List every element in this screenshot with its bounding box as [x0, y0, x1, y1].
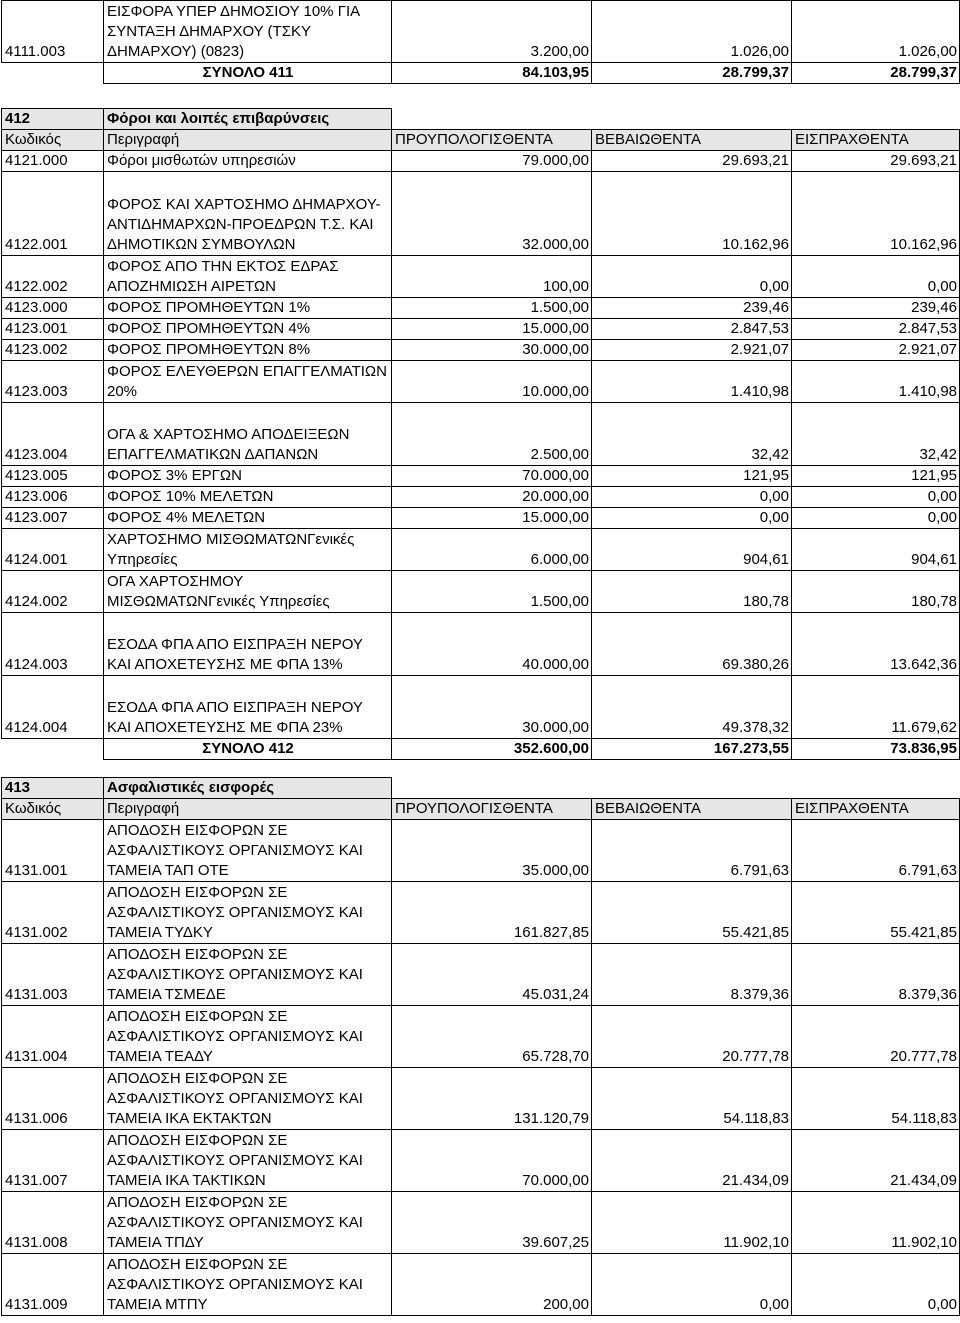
row-confirmed: 6.791,63 [592, 820, 792, 882]
rows-413 [2, 820, 960, 1316]
row-confirmed: 32,42 [592, 403, 792, 466]
row-confirmed: 2.921,07 [592, 340, 792, 361]
table-row [2, 1068, 960, 1130]
row-confirmed: 21.434,09 [592, 1130, 792, 1192]
row-code: 4131.004 [2, 1006, 104, 1068]
row-collected: 904,61 [792, 529, 960, 571]
row-confirmed: 0,00 [592, 1254, 792, 1316]
row-collected: 10.162,96 [792, 172, 960, 256]
row-budget: 1.500,00 [392, 571, 592, 613]
table-row [2, 882, 960, 944]
row-description: ΑΠΟΔΟΣΗ ΕΙΣΦΟΡΩΝ ΣΕ ΑΣΦΑΛΙΣΤΙΚΟΥΣ ΟΡΓΑΝΙΣΜΟΥΣ ΚΑΙ ΤΑΜΕΙΑ ΙΚΑ ΕΚΤΑΚΤΩΝ [104, 1068, 392, 1130]
row-budget: 79.000,00 [392, 151, 592, 172]
row-collected: 0,00 [792, 256, 960, 298]
row-description: ΑΠΟΔΟΣΗ ΕΙΣΦΟΡΩΝ ΣΕ ΑΣΦΑΛΙΣΤΙΚΟΥΣ ΟΡΓΑΝΙΣΜΟΥΣ ΚΑΙ ΤΑΜΕΙΑ ΤΑΠ ΟΤΕ [104, 820, 392, 882]
row-code: 4122.002 [2, 256, 104, 298]
row-collected: 0,00 [792, 508, 960, 529]
row-budget: 3.200,00 [392, 1, 592, 63]
row-code: 4123.002 [2, 340, 104, 361]
header-collected: ΕΙΣΠΡΑΧΘΕΝΤΑ [792, 799, 960, 820]
section-code: 412 [2, 109, 104, 130]
table-412 [1, 108, 960, 760]
table-row [2, 151, 960, 172]
column-headers [2, 130, 960, 151]
row-description: ΦΟΡΟΣ ΠΡΟΜΗΘΕΥΤΩΝ 4% [104, 319, 392, 340]
row-confirmed: 55.421,85 [592, 882, 792, 944]
row-confirmed: 20.777,78 [592, 1006, 792, 1068]
row-code: 4124.002 [2, 571, 104, 613]
row-collected: 20.777,78 [792, 1006, 960, 1068]
row-collected: 121,95 [792, 466, 960, 487]
section-title: Ασφαλιστικές εισφορές [104, 778, 392, 799]
row-confirmed: 239,46 [592, 298, 792, 319]
row-confirmed: 1.026,00 [592, 1, 792, 63]
row-confirmed: 1.410,98 [592, 361, 792, 403]
section-header-413 [2, 778, 960, 799]
row-code: 4123.004 [2, 403, 104, 466]
row-confirmed: 121,95 [592, 466, 792, 487]
row-confirmed: 904,61 [592, 529, 792, 571]
table-row [2, 613, 960, 676]
row-collected: 2.921,07 [792, 340, 960, 361]
row-description: ΕΣΟΔΑ ΦΠΑ ΑΠΟ ΕΙΣΠΡΑΞΗ ΝΕΡΟΥ ΚΑΙ ΑΠΟΧΕΤΕΥΣΗΣ ΜΕ ΦΠΑ 23% [104, 676, 392, 739]
row-confirmed: 49.378,32 [592, 676, 792, 739]
row-budget: 6.000,00 [392, 529, 592, 571]
section-code: 413 [2, 778, 104, 799]
row-description: ΦΟΡΟΣ ΠΡΟΜΗΘΕΥΤΩΝ 8% [104, 340, 392, 361]
row-confirmed: 0,00 [592, 487, 792, 508]
row-code: 4111.003 [2, 1, 104, 63]
table-row [2, 508, 960, 529]
table-411-tail [1, 0, 960, 84]
row-code: 4123.000 [2, 298, 104, 319]
row-description: ΦΟΡΟΣ 3% ΕΡΓΩΝ [104, 466, 392, 487]
row-confirmed: 69.380,26 [592, 613, 792, 676]
row-budget: 15.000,00 [392, 508, 592, 529]
table-row [2, 1006, 960, 1068]
row-budget: 15.000,00 [392, 319, 592, 340]
row-confirmed: 29.693,21 [592, 151, 792, 172]
row-budget: 65.728,70 [392, 1006, 592, 1068]
row-description: ΕΣΟΔΑ ΦΠΑ ΑΠΟ ΕΙΣΠΡΑΞΗ ΝΕΡΟΥ ΚΑΙ ΑΠΟΧΕΤΕΥΣΗΣ ΜΕ ΦΠΑ 13% [104, 613, 392, 676]
row-description: ΧΑΡΤΟΣΗΜΟ ΜΙΣΘΩΜΑΤΩΝΓενικές Υπηρεσίες [104, 529, 392, 571]
row-collected: 11.679,62 [792, 676, 960, 739]
section-title: Φόροι και λοιπές επιβαρύνσεις [104, 109, 392, 130]
row-budget: 2.500,00 [392, 403, 592, 466]
row-collected: 32,42 [792, 403, 960, 466]
row-confirmed: 10.162,96 [592, 172, 792, 256]
row-budget: 1.500,00 [392, 298, 592, 319]
header-collected: ΕΙΣΠΡΑΧΘΕΝΤΑ [792, 130, 960, 151]
section-header-412 [2, 109, 960, 130]
row-description: ΦΟΡΟΣ ΕΛΕΥΘΕΡΩΝ ΕΠΑΓΓΕΛΜΑΤΙΩΝ 20% [104, 361, 392, 403]
row-description: ΦΟΡΟΣ 4% ΜΕΛΕΤΩΝ [104, 508, 392, 529]
header-code: Κωδικός [2, 799, 104, 820]
row-budget: 10.000,00 [392, 361, 592, 403]
header-budget: ΠΡΟΥΠΟΛΟΓΙΣΘΕΝΤΑ [392, 799, 592, 820]
row-budget: 45.031,24 [392, 944, 592, 1006]
row-code: 4131.007 [2, 1130, 104, 1192]
row-confirmed: 11.902,10 [592, 1192, 792, 1254]
table-row [2, 466, 960, 487]
row-budget: 35.000,00 [392, 820, 592, 882]
row-description: ΟΓΑ ΧΑΡΤΟΣΗΜΟΥ ΜΙΣΘΩΜΑΤΩΝΓενικές Υπηρεσίες [104, 571, 392, 613]
total-confirmed: 167.273,55 [592, 739, 792, 760]
table-row [2, 571, 960, 613]
table-row [2, 944, 960, 1006]
header-confirmed: ΒΕΒΑΙΩΘΕΝΤΑ [592, 799, 792, 820]
row-code: 4124.004 [2, 676, 104, 739]
column-headers [2, 799, 960, 820]
row-description: ΟΓΑ & ΧΑΡΤΟΣΗΜΟ ΑΠΟΔΕΙΞΕΩΝ ΕΠΑΓΓΕΛΜΑΤΙΚΩΝ ΔΑΠΑΝΩΝ [104, 403, 392, 466]
row-budget: 20.000,00 [392, 487, 592, 508]
row-collected: 6.791,63 [792, 820, 960, 882]
total-collected: 28.799,37 [792, 63, 960, 84]
table-row [2, 529, 960, 571]
row-description: ΑΠΟΔΟΣΗ ΕΙΣΦΟΡΩΝ ΣΕ ΑΣΦΑΛΙΣΤΙΚΟΥΣ ΟΡΓΑΝΙΣΜΟΥΣ ΚΑΙ ΤΑΜΕΙΑ ΜΤΠΥ [104, 1254, 392, 1316]
total-label: ΣΥΝΟΛΟ 412 [104, 739, 392, 760]
table-row [2, 820, 960, 882]
table-row [2, 676, 960, 739]
row-budget: 30.000,00 [392, 676, 592, 739]
row-description: ΑΠΟΔΟΣΗ ΕΙΣΦΟΡΩΝ ΣΕ ΑΣΦΑΛΙΣΤΙΚΟΥΣ ΟΡΓΑΝΙΣΜΟΥΣ ΚΑΙ ΤΑΜΕΙΑ ΤΣΜΕΔΕ [104, 944, 392, 1006]
total-collected: 73.836,95 [792, 739, 960, 760]
table-row [2, 256, 960, 298]
row-description: ΕΙΣΦΟΡΑ ΥΠΕΡ ΔΗΜΟΣΙΟΥ 10% ΓΙΑ ΣΥΝΤΑΞΗ ΔΗΜΑΡΧΟΥ (ΤΣΚΥ ΔΗΜΑΡΧΟΥ) (0823) [104, 1, 392, 63]
row-code: 4123.007 [2, 508, 104, 529]
table-row [2, 403, 960, 466]
total-budget: 352.600,00 [392, 739, 592, 760]
row-collected: 180,78 [792, 571, 960, 613]
row-budget: 40.000,00 [392, 613, 592, 676]
row-budget: 131.120,79 [392, 1068, 592, 1130]
rows-412 [2, 151, 960, 739]
row-description: ΑΠΟΔΟΣΗ ΕΙΣΦΟΡΩΝ ΣΕ ΑΣΦΑΛΙΣΤΙΚΟΥΣ ΟΡΓΑΝΙΣΜΟΥΣ ΚΑΙ ΤΑΜΕΙΑ ΤΕΑΔΥ [104, 1006, 392, 1068]
row-collected: 55.421,85 [792, 882, 960, 944]
row-code: 4131.001 [2, 820, 104, 882]
row-collected: 29.693,21 [792, 151, 960, 172]
row-collected: 21.434,09 [792, 1130, 960, 1192]
total-row-412 [2, 739, 960, 760]
row-budget: 200,00 [392, 1254, 592, 1316]
total-budget: 84.103,95 [392, 63, 592, 84]
row-budget: 70.000,00 [392, 1130, 592, 1192]
row-collected: 0,00 [792, 1254, 960, 1316]
total-confirmed: 28.799,37 [592, 63, 792, 84]
row-description: ΑΠΟΔΟΣΗ ΕΙΣΦΟΡΩΝ ΣΕ ΑΣΦΑΛΙΣΤΙΚΟΥΣ ΟΡΓΑΝΙΣΜΟΥΣ ΚΑΙ ΤΑΜΕΙΑ ΤΠΔΥ [104, 1192, 392, 1254]
row-code: 4123.003 [2, 361, 104, 403]
row-code: 4123.006 [2, 487, 104, 508]
header-budget: ΠΡΟΥΠΟΛΟΓΙΣΘΕΝΤΑ [392, 130, 592, 151]
row-confirmed: 0,00 [592, 508, 792, 529]
row-budget: 100,00 [392, 256, 592, 298]
row-description: Φόροι μισθωτών υπηρεσιών [104, 151, 392, 172]
total-row-411 [2, 63, 960, 84]
row-confirmed: 0,00 [592, 256, 792, 298]
row-collected: 54.118,83 [792, 1068, 960, 1130]
table-row [2, 172, 960, 256]
table-row [2, 361, 960, 403]
table-row [2, 340, 960, 361]
row-code: 4131.009 [2, 1254, 104, 1316]
row-code: 4121.000 [2, 151, 104, 172]
row-collected: 1.026,00 [792, 1, 960, 63]
row-collected: 11.902,10 [792, 1192, 960, 1254]
row-collected: 0,00 [792, 487, 960, 508]
header-confirmed: ΒΕΒΑΙΩΘΕΝΤΑ [592, 130, 792, 151]
row-code: 4122.001 [2, 172, 104, 256]
row-code: 4123.001 [2, 319, 104, 340]
row-budget: 30.000,00 [392, 340, 592, 361]
row-collected: 1.410,98 [792, 361, 960, 403]
row-code: 4131.006 [2, 1068, 104, 1130]
row-description: ΑΠΟΔΟΣΗ ΕΙΣΦΟΡΩΝ ΣΕ ΑΣΦΑΛΙΣΤΙΚΟΥΣ ΟΡΓΑΝΙΣΜΟΥΣ ΚΑΙ ΤΑΜΕΙΑ ΙΚΑ ΤΑΚΤΙΚΩΝ [104, 1130, 392, 1192]
row-collected: 239,46 [792, 298, 960, 319]
row-description: ΦΟΡΟΣ ΚΑΙ ΧΑΡΤΟΣΗΜΟ ΔΗΜΑΡΧΟΥ-ΑΝΤΙΔΗΜΑΡΧΩΝ-ΠΡΟΕΔΡΩΝ Τ.Σ. ΚΑΙ ΔΗΜΟΤΙΚΩΝ ΣΥΜΒΟΥΛΩΝ [104, 172, 392, 256]
row-confirmed: 2.847,53 [592, 319, 792, 340]
row-budget: 39.607,25 [392, 1192, 592, 1254]
row-code: 4131.002 [2, 882, 104, 944]
row-code: 4124.003 [2, 613, 104, 676]
row-code: 4131.003 [2, 944, 104, 1006]
row-budget: 70.000,00 [392, 466, 592, 487]
row-description: ΦΟΡΟΣ ΑΠΟ ΤΗΝ ΕΚΤΟΣ ΕΔΡΑΣ ΑΠΟΖΗΜΙΩΣΗ ΑΙΡΕΤΩΝ [104, 256, 392, 298]
row-collected: 2.847,53 [792, 319, 960, 340]
row-description: ΑΠΟΔΟΣΗ ΕΙΣΦΟΡΩΝ ΣΕ ΑΣΦΑΛΙΣΤΙΚΟΥΣ ΟΡΓΑΝΙΣΜΟΥΣ ΚΑΙ ΤΑΜΕΙΑ ΤΥΔΚΥ [104, 882, 392, 944]
row-confirmed: 54.118,83 [592, 1068, 792, 1130]
table-row [2, 319, 960, 340]
row-budget: 32.000,00 [392, 172, 592, 256]
row-budget: 161.827,85 [392, 882, 592, 944]
row-code: 4131.008 [2, 1192, 104, 1254]
row-collected: 13.642,36 [792, 613, 960, 676]
header-description: Περιγραφή [104, 799, 392, 820]
row-description: ΦΟΡΟΣ ΠΡΟΜΗΘΕΥΤΩΝ 1% [104, 298, 392, 319]
row-confirmed: 8.379,36 [592, 944, 792, 1006]
table-row [2, 1192, 960, 1254]
row-code: 4123.005 [2, 466, 104, 487]
table-row [2, 1254, 960, 1316]
table-row [2, 487, 960, 508]
row-code: 4124.001 [2, 529, 104, 571]
table-row [2, 298, 960, 319]
row-description: ΦΟΡΟΣ 10% ΜΕΛΕΤΩΝ [104, 487, 392, 508]
row-confirmed: 180,78 [592, 571, 792, 613]
table-row [2, 1130, 960, 1192]
header-code: Κωδικός [2, 130, 104, 151]
row-collected: 8.379,36 [792, 944, 960, 1006]
header-description: Περιγραφή [104, 130, 392, 151]
total-label: ΣΥΝΟΛΟ 411 [104, 63, 392, 84]
table-413 [1, 777, 960, 1316]
table-row [2, 1, 960, 63]
